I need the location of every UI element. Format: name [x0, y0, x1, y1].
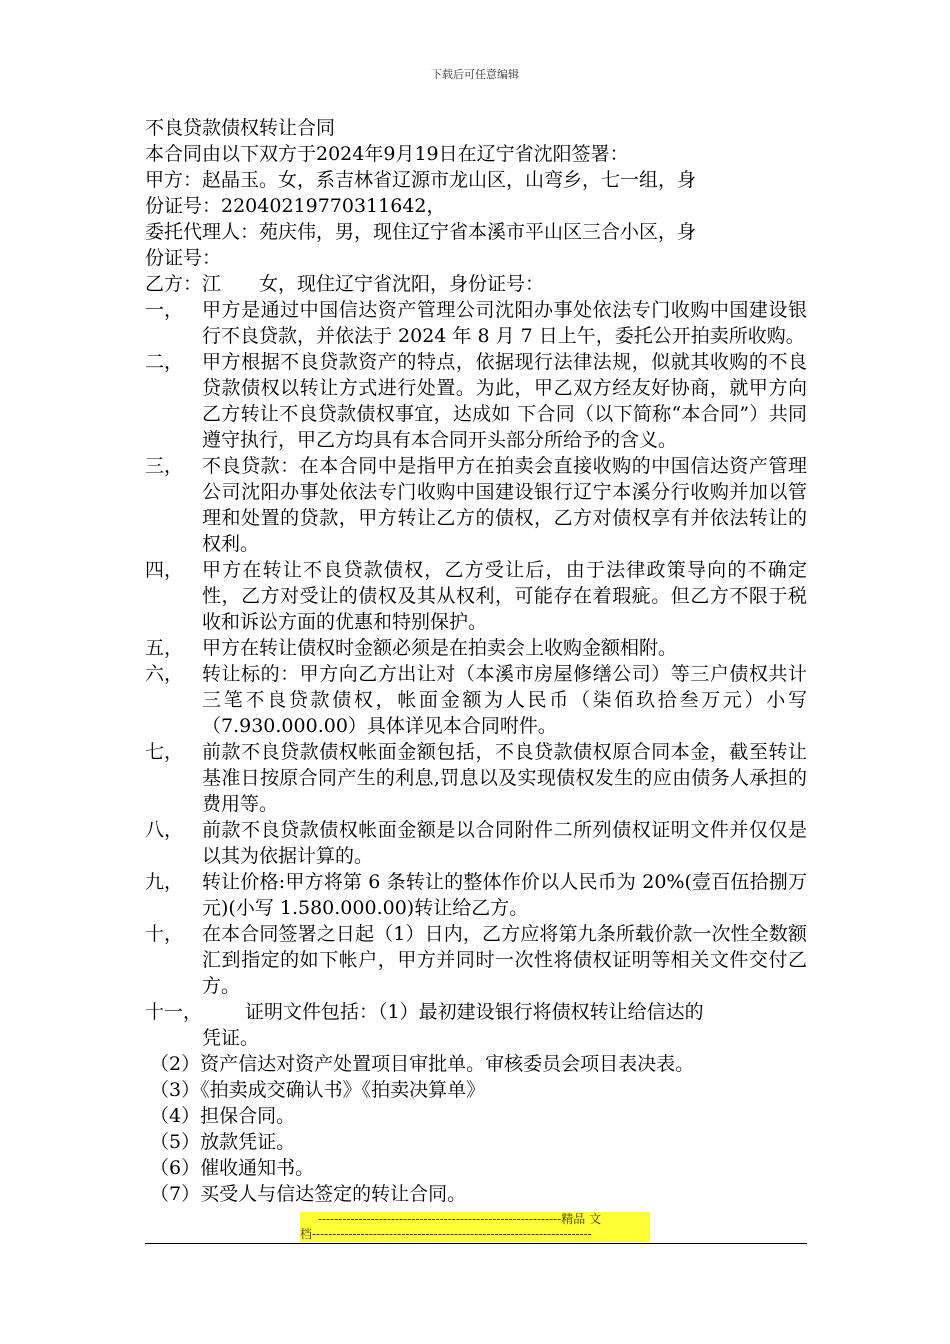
article-text: 证明文件包括：（1）最初建设银行将债权转让给信达的 — [245, 1001, 704, 1023]
article-number: 十， — [145, 923, 184, 945]
footer-rule — [145, 1243, 807, 1244]
article-text: 在本合同签署之日起（1）日内，乙方应将第九条所载价款一次性全数额汇到指定的如下帐户，甲方并同时一次性将债权证明等相关文件交付乙方。 — [202, 923, 807, 997]
article-text: 前款不良贷款债权帐面金额是以合同附件二所列债权证明文件并仅仅是以其为依据计算的。 — [202, 819, 807, 867]
article — [145, 739, 807, 817]
article-eleven — [145, 999, 807, 1051]
footer-line-2: 档--------------------------------------------------------------------- — [300, 1227, 592, 1241]
article-number: 二， — [145, 351, 184, 373]
contract-intro: 本合同由以下双方于2024年9月19日在辽宁省沈阳签署： — [145, 143, 629, 165]
party-a-line-1: 甲方：赵晶玉。女，系吉林省辽源市龙山区，山弯乡，七一组，身 — [145, 169, 697, 191]
list-item: （7）买受人与信达签定的转让合同。 — [150, 1183, 467, 1205]
article — [145, 817, 807, 869]
article-text: 甲方是通过中国信达资产管理公司沈阳办事处依法专门收购中国建设银行不良贷款，并依法于 2024 年 8 月 7 日上午，委托公开拍卖所收购。 — [202, 299, 807, 347]
article-number: 三， — [145, 455, 184, 477]
article-text: 甲方根据不良贷款资产的特点，依据现行法律法规，似就其收购的不良贷款债权以转让方式进行处置。为此，甲乙双方经友好协商，就甲方向乙方转让不良贷款债权事宜，达成如 下合同（以下简称“本合同”）共同遵守执行，甲乙方均具有本合同开头部分所给予的含义。 — [202, 351, 807, 451]
evidence-list — [145, 1051, 807, 1207]
list-item: （5）放款凭证。 — [150, 1131, 296, 1153]
article — [145, 349, 807, 453]
article-text: 甲方在转让债权时金额必须是在拍卖会上收购金额相附。 — [202, 637, 678, 659]
contract-body — [145, 115, 807, 1207]
party-b-name: 乙方：江 — [145, 273, 222, 295]
article-list — [145, 297, 807, 999]
article — [145, 453, 807, 557]
article-number: 十一， — [145, 1001, 203, 1023]
article — [145, 297, 807, 349]
article-number: 七， — [145, 741, 184, 763]
footer-line-1: ------------------------------------------------------------精品 文 — [318, 1212, 602, 1226]
list-item: （3）《拍卖成交确认书》《拍卖决算单》 — [150, 1079, 486, 1101]
article — [145, 921, 807, 999]
article — [145, 869, 807, 921]
list-item: （6）催收通知书。 — [150, 1157, 315, 1179]
party-b-line — [145, 271, 807, 297]
article-number: 四， — [145, 559, 184, 581]
article-number: 五， — [145, 637, 184, 659]
article — [145, 661, 807, 739]
article-text: 转让价格:甲方将第 6 条转让的整体作价以人民币为 20%(壹百伍拾捌万元)(小写 1.580.000.00)转让给乙方。 — [202, 871, 807, 919]
list-item: （4）担保合同。 — [150, 1105, 296, 1127]
article — [145, 635, 807, 661]
article-text: 转让标的：甲方向乙方出让对（本溪市房屋修缮公司）等三户债权共计三笔不良贷款债权，帐面金额为人民币（柒佰玖拾叁万元）小写（7.930.000.00）具体详见本合同咐件。 — [202, 663, 807, 737]
article-text-continued: 凭证。 — [202, 1027, 260, 1049]
article-number: 一， — [145, 299, 184, 321]
party-a-line-2: 份证号：22040219770311642， — [145, 195, 446, 217]
article-text: 甲方在转让不良贷款债权，乙方受让后，由于法律政策导向的不确定性，乙方对受让的债权及其从权利，可能存在着瑕疵。但乙方不限于税收和诉讼方面的优惠和特别保护。 — [202, 559, 807, 633]
contract-title: 不良贷款债权转让合同 — [145, 117, 336, 139]
agent-line-2: 份证号： — [145, 247, 222, 269]
article-number: 九， — [145, 871, 184, 893]
agent-line-1: 委托代理人：苑庆伟，男，现住辽宁省本溪市平山区三合小区，身 — [145, 221, 697, 243]
page-header-note: 下载后可任意编辑 — [431, 68, 519, 81]
article-text: 不良贷款：在本合同中是指甲方在拍卖会直接收购的中国信达资产管理公司沈阳办事处依法专门收购中国建设银行辽宁本溪分行收购并加以管理和处置的贷款，甲方转让乙方的债权，乙方对债权享有并依法转让的权利。 — [202, 455, 807, 555]
article-number: 八， — [145, 819, 184, 841]
article — [145, 557, 807, 635]
party-b-detail: 女，现住辽宁省沈阳，身份证号： — [259, 273, 545, 295]
article-number: 六， — [145, 663, 184, 685]
footer-highlight — [300, 1212, 650, 1242]
article-text: 前款不良贷款债权帐面金额包括，不良贷款债权原合同本金，截至转让基准日按原合同产生的利息,罚息以及实现债权发生的应由债务人承担的费用等。 — [202, 741, 807, 815]
list-item: （2）资产信达对资产处置项目审批单。审核委员会项目表决表。 — [150, 1053, 695, 1075]
